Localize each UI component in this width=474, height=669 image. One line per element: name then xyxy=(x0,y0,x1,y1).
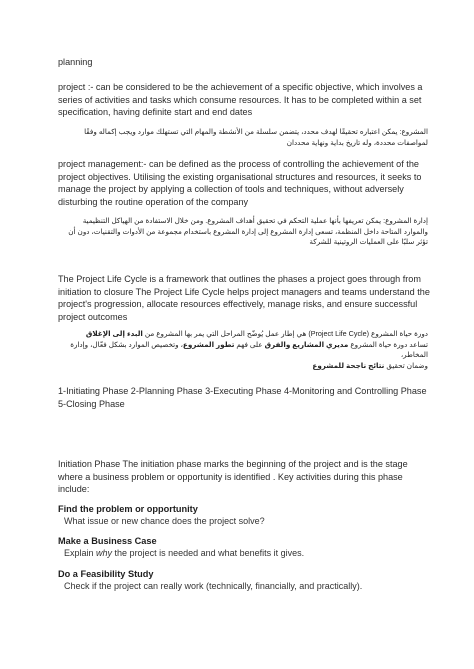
project-management-definition-arabic: إدارة المشروع: يمكن تعريفها بأنها عملية التحكم في تحقيق أهداف المشروع. ومن خلال الاستفادة من الهياكل التنظيمية والموارد المتاحة داخل المنظمة، تسعى إدارة المشروع إلى إدارة المشروع باستخدام مجموعة من الأدوات والتقنيات، دون أن تؤثر سلبًا على العمليات الروتينية للشركة xyxy=(68,216,428,247)
activity-3-heading: Do a Feasibility Study xyxy=(58,569,154,579)
initiation-phase-paragraph: Initiation Phase The initiation phase marks the beginning of the project and is the stage where a business problem or opportunity is identified . Key activities during this phase include: xyxy=(58,459,408,495)
plc-arabic-line-2: تساعد دورة حياة المشروع مديري المشاريع والفرق على فهم تطور المشروع، وتخصيص الموارد بشكل فعّال، وإدارة المخاطر، xyxy=(70,339,428,360)
project-life-cycle-definition: The Project Life Cycle is a framework that outlines the phases a project goes through from initiation to closure The Project Life Cycle helps project managers and teams understand the project's progression, allocate resources effectively, manage risks, and ensure successful project outcomes xyxy=(58,274,430,322)
project-life-cycle-arabic xyxy=(58,329,428,371)
activity-1-description: What issue or new chance does the project solve? xyxy=(64,516,265,526)
doc-title: planning xyxy=(58,57,93,67)
plc-arabic-line-1: دورة حياة المشروع (Project Life Cycle) هي إطار عمل يُوضّح المراحل التي يمر بها المشروع من البدء إلى الإغلاق xyxy=(85,329,428,338)
activity-1-heading: Find the problem or opportunity xyxy=(58,504,198,514)
activity-3-description: Check if the project can really work (technically, financially, and practically). xyxy=(64,581,363,591)
activity-2-heading: Make a Business Case xyxy=(58,536,157,546)
project-definition-arabic: المشروع: يمكن اعتباره تحقيقًا لهدف محدد، يتضمن سلسلة من الأنشطة والمهام التي تستهلك موارد ويجب إكماله وفقًا لمواصفات محددة، وله تاريخ بداية ونهاية محددان xyxy=(84,127,428,147)
phases-list: 1-Initiating Phase 2-Planning Phase 3-Executing Phase 4-Monitoring and Controlling Phase 5-Closing Phase xyxy=(58,386,427,409)
activity-2-description: Explain why the project is needed and what benefits it gives. xyxy=(64,548,305,558)
plc-arabic-line-3: وضمان تحقيق نتائج ناجحة للمشروع xyxy=(312,360,428,370)
project-definition: project :- can be considered to be the achievement of a specific objective, which involves a series of activities and tasks which consume resources. It has to be completed within a set specification, having definite start and end dates xyxy=(58,82,423,118)
project-management-definition: project management:- can be defined as the process of controlling the achievement of the project objectives. Utilising the existing organisational structures and resources, it seeks to manage the project by applying a collection of tools and techniques, without adversely disturbing the routine operation of the company xyxy=(58,159,422,207)
